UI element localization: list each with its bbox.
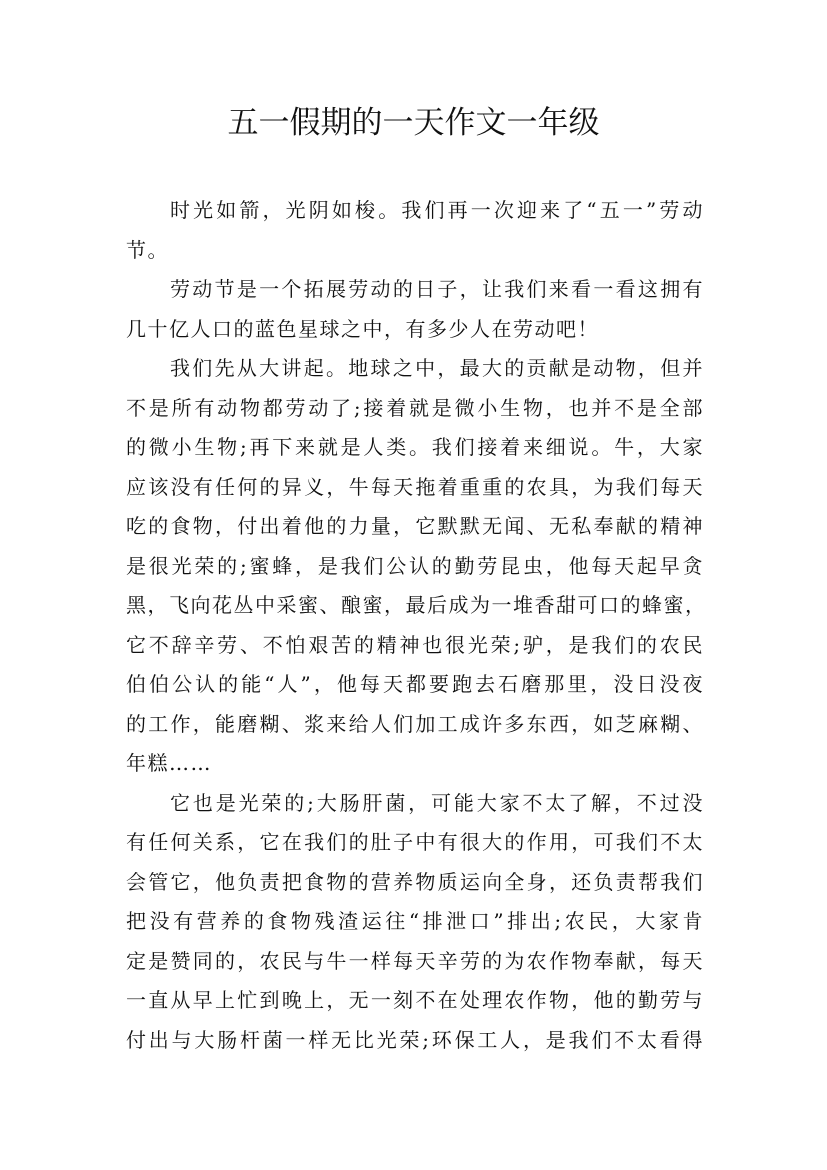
text-line: 定是赞同的，农民与牛一样每天辛劳的为农作物奉献，每天	[126, 948, 704, 973]
text-line: 的微小生物;再下来就是人类。我们接着来细说。牛，大家	[126, 435, 704, 459]
text-line: 是很光荣的;蜜蜂，是我们公认的勤劳昆虫，他每天起早贪	[126, 553, 704, 578]
text-line: 把没有营养的食物残渣运往“排泄口”排出;农民，大家肯	[126, 909, 704, 933]
text-line: 节。	[126, 237, 169, 262]
document-title: 五一假期的一天作文一年级	[227, 105, 600, 141]
text-line: 几十亿人口的蓝色星球之中，有多少人在劳动吧！	[126, 316, 599, 341]
text-line: 会管它，他负责把食物的营养物质运向全身，还负责帮我们	[126, 869, 704, 894]
text-line: 它也是光荣的;大肠肝菌，可能大家不太了解，不过没	[170, 790, 704, 815]
text-line: 有任何关系，它在我们的肚子中有很大的作用，可我们不太	[126, 830, 704, 854]
text-line: 应该没有任何的异义，牛每天拖着重重的农具，为我们每天	[126, 474, 704, 499]
text-line: 不是所有动物都劳动了;接着就是微小生物，也并不是全部	[126, 395, 704, 420]
text-line: 付出与大肠杆菌一样无比光荣;环保工人，是我们不太看得	[126, 1027, 704, 1052]
text-line: 年糕……	[126, 751, 212, 775]
document-body	[126, 191, 707, 1060]
text-line: 它不辞辛劳、不怕艰苦的精神也很光荣;驴，是我们的农民	[126, 632, 704, 657]
text-line: 黑，飞向花丛中采蜜、酿蜜，最后成为一堆香甜可口的蜂蜜，	[126, 593, 707, 617]
text-line: 时光如箭，光阴如梭。我们再一次迎来了“五一”劳动	[170, 198, 704, 222]
text-line: 劳动节是一个拓展劳动的日子，让我们来看一看这拥有	[170, 277, 704, 301]
text-line: 我们先从大讲起。地球之中，最大的贡献是动物，但并	[170, 356, 704, 380]
text-line: 吃的食物，付出着他的力量，它默默无闻、无私奉献的精神	[126, 514, 704, 538]
text-line: 伯伯公认的能“人”，他每天都要跑去石磨那里，没日没夜	[126, 672, 704, 696]
text-line: 的工作，能磨糊、浆来给人们加工成许多东西，如芝麻糊、	[126, 711, 704, 736]
text-line: 一直从早上忙到晚上，无一刻不在处理农作物，他的勤劳与	[126, 988, 704, 1012]
